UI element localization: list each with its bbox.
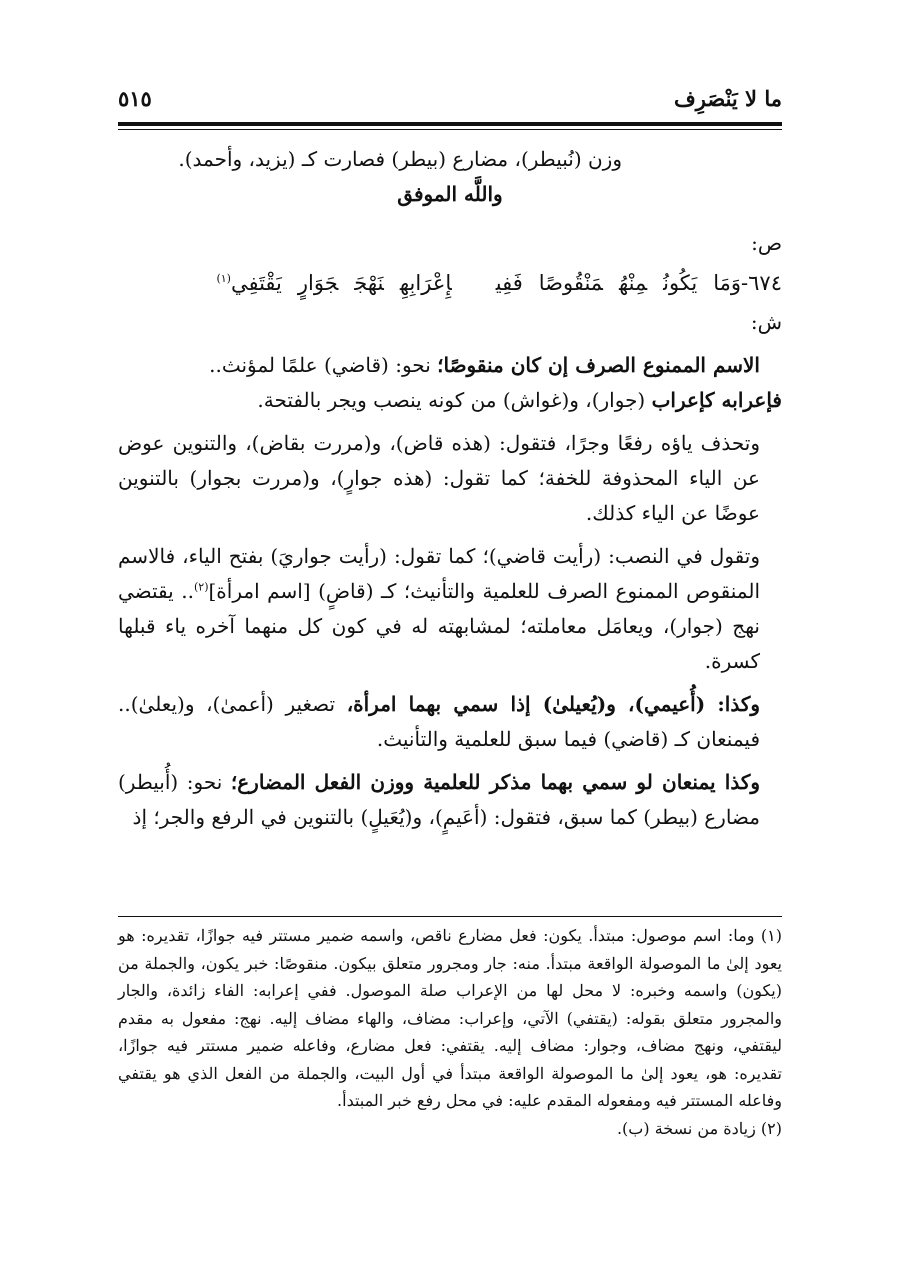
- chapter-title: ما لا يَنْصَرِف: [674, 86, 782, 111]
- verse-word: مَنْقُوصًا: [538, 271, 603, 295]
- paragraph-3: [118, 539, 782, 679]
- header-rule-thin: [118, 129, 782, 130]
- footnote-marker: (٢): [760, 1118, 782, 1138]
- page-number: ٥١٥: [118, 86, 152, 111]
- verse-word: وَمَا: [713, 271, 742, 295]
- footnote-text: زيادة من نسخة (ب).: [616, 1118, 756, 1138]
- verse-word: فَفِي: [495, 271, 523, 295]
- emphasis: وكذا: (أُعيمي)، و(يُعيلىٰ) إذا سمي بهما امرأة،: [346, 692, 761, 716]
- verse-number: ٦٧٤-: [741, 271, 782, 295]
- verse-word: يَكُونُ: [663, 271, 698, 295]
- paragraph-2: وتحذف ياؤه رفعًا وجرًا، فتقول: (هذه قاض)، و(مررت بقاض)، والتنوين عوض عن الياء المحذوفة للخفة؛ كما تقول: (هذه جوارٍ)، و(مررت بجوار) بالتنوين عوضًا عن الياء كذلك.: [118, 431, 760, 525]
- verse-word: مِنْهُ: [618, 271, 648, 295]
- footnote-text: وما: اسم موصول: مبتدأ. يكون: فعل مضارع ناقص، واسمه ضمير مستتر فيه جوازًا، تقديره: هو يعود إلىٰ ما الموصولة الواقعة مبتدأ. منه: جار ومجرور متعلق بيكون. منقوصًا: خبر يكون، والجملة من (يكون) واسمه وخبره: لا محل لها من الإعراب صلة الموصول. ففي إعرابه: الفاء زائدة، والجار والمجرور متعلق بقوله: (يقتفي) الآتي، وإعراب: مضاف، والهاء مضاف إليه. نهج: مفعول به مقدم ليقتفي، ونهج مضاف، وجوار: مضاف إليه. يقتفي: فعل مضارع، وفاعله ضمير مستتر فيه جوازًا، تقديره: هو، يعود إلىٰ ما الموصولة الواقعة مبتدأ في أول البيت، والجملة من الفعل الذي هو يقتفي وفاعله المستتر فيه ومفعوله المقدم عليه: في محل رفع خبر المبتدأ.: [118, 926, 783, 1110]
- text-run: نحو: (أُبيطر) مضارع (بيطر) كما سبق، فتقول: (أعَيمٍ)، و(يُعَيلٍ) بالتنوين في الرفع والجر؛ إذ: [118, 770, 760, 829]
- paragraph-4: [118, 687, 782, 757]
- verse-word: إِعْرَابِهِ: [399, 271, 452, 295]
- verse-word: نَهْجَ: [354, 271, 384, 295]
- emphasis: الاسم الممنوع الصرف إن كان منقوصًا؛: [437, 353, 760, 377]
- closing-phrase: واللَّه الموفق: [397, 182, 503, 206]
- footnote-1: [118, 922, 782, 1115]
- commentary-label: ش:: [750, 310, 782, 334]
- footnote-marker: (١): [760, 926, 782, 945]
- footnote-separator: [118, 916, 782, 917]
- emphasis: فإعرابه كإعراب: [651, 388, 782, 412]
- footnotes: [118, 922, 782, 1142]
- footnote-2: [118, 1115, 782, 1143]
- continued-line: وزن (نُبيطر)، مضارع (بيطر) فصارت كـ (يزيد، وأحمد).: [178, 147, 622, 171]
- paragraph-1b: [118, 383, 782, 418]
- verse-label: ص:: [751, 231, 782, 255]
- verse-line: [118, 261, 782, 305]
- text-run: تصغير (أعمىٰ)، و(يعلىٰ).. فيمنعان كـ (قاضي) فيما سبق للعلمية والتأنيث.: [118, 692, 760, 751]
- emphasis: وكذا يمنعان لو سمي بهما مذكر للعلمية ووزن الفعل المضارع؛: [230, 770, 761, 794]
- text-run: (جوار)، و(غواش) من كونه ينصب ويجر بالفتحة.: [257, 388, 652, 412]
- text-run: نحو: (قاضي) علمًا لمؤنث..: [209, 353, 438, 377]
- main-text: [118, 142, 782, 835]
- paragraph-5: [118, 765, 782, 835]
- verse-word: يَقْتَفِي: [230, 271, 282, 295]
- text-run: وتقول في النصب: (رأيت قاضي)؛ كما تقول: (رأيت جواريَ) بفتح الياء، فالاسم المنقوص الممنوع الصرف للعلمية والتأنيث؛ كـ (قاضٍ) [اسم امرأة]: [118, 544, 760, 603]
- footnote-ref: (١): [216, 272, 231, 285]
- running-header: [118, 86, 782, 122]
- text-run: .. يقتضي نهج (جوار)، ويعامَل معاملته؛ لمشابهته له في كون كل منهما آخره ياء قبلها كسرة.: [118, 579, 760, 673]
- verse-word: جَوَارٍ: [297, 271, 339, 295]
- footnote-ref: (٢): [193, 580, 209, 594]
- header-rule-thick: [118, 122, 782, 126]
- paragraph-1: [118, 348, 782, 383]
